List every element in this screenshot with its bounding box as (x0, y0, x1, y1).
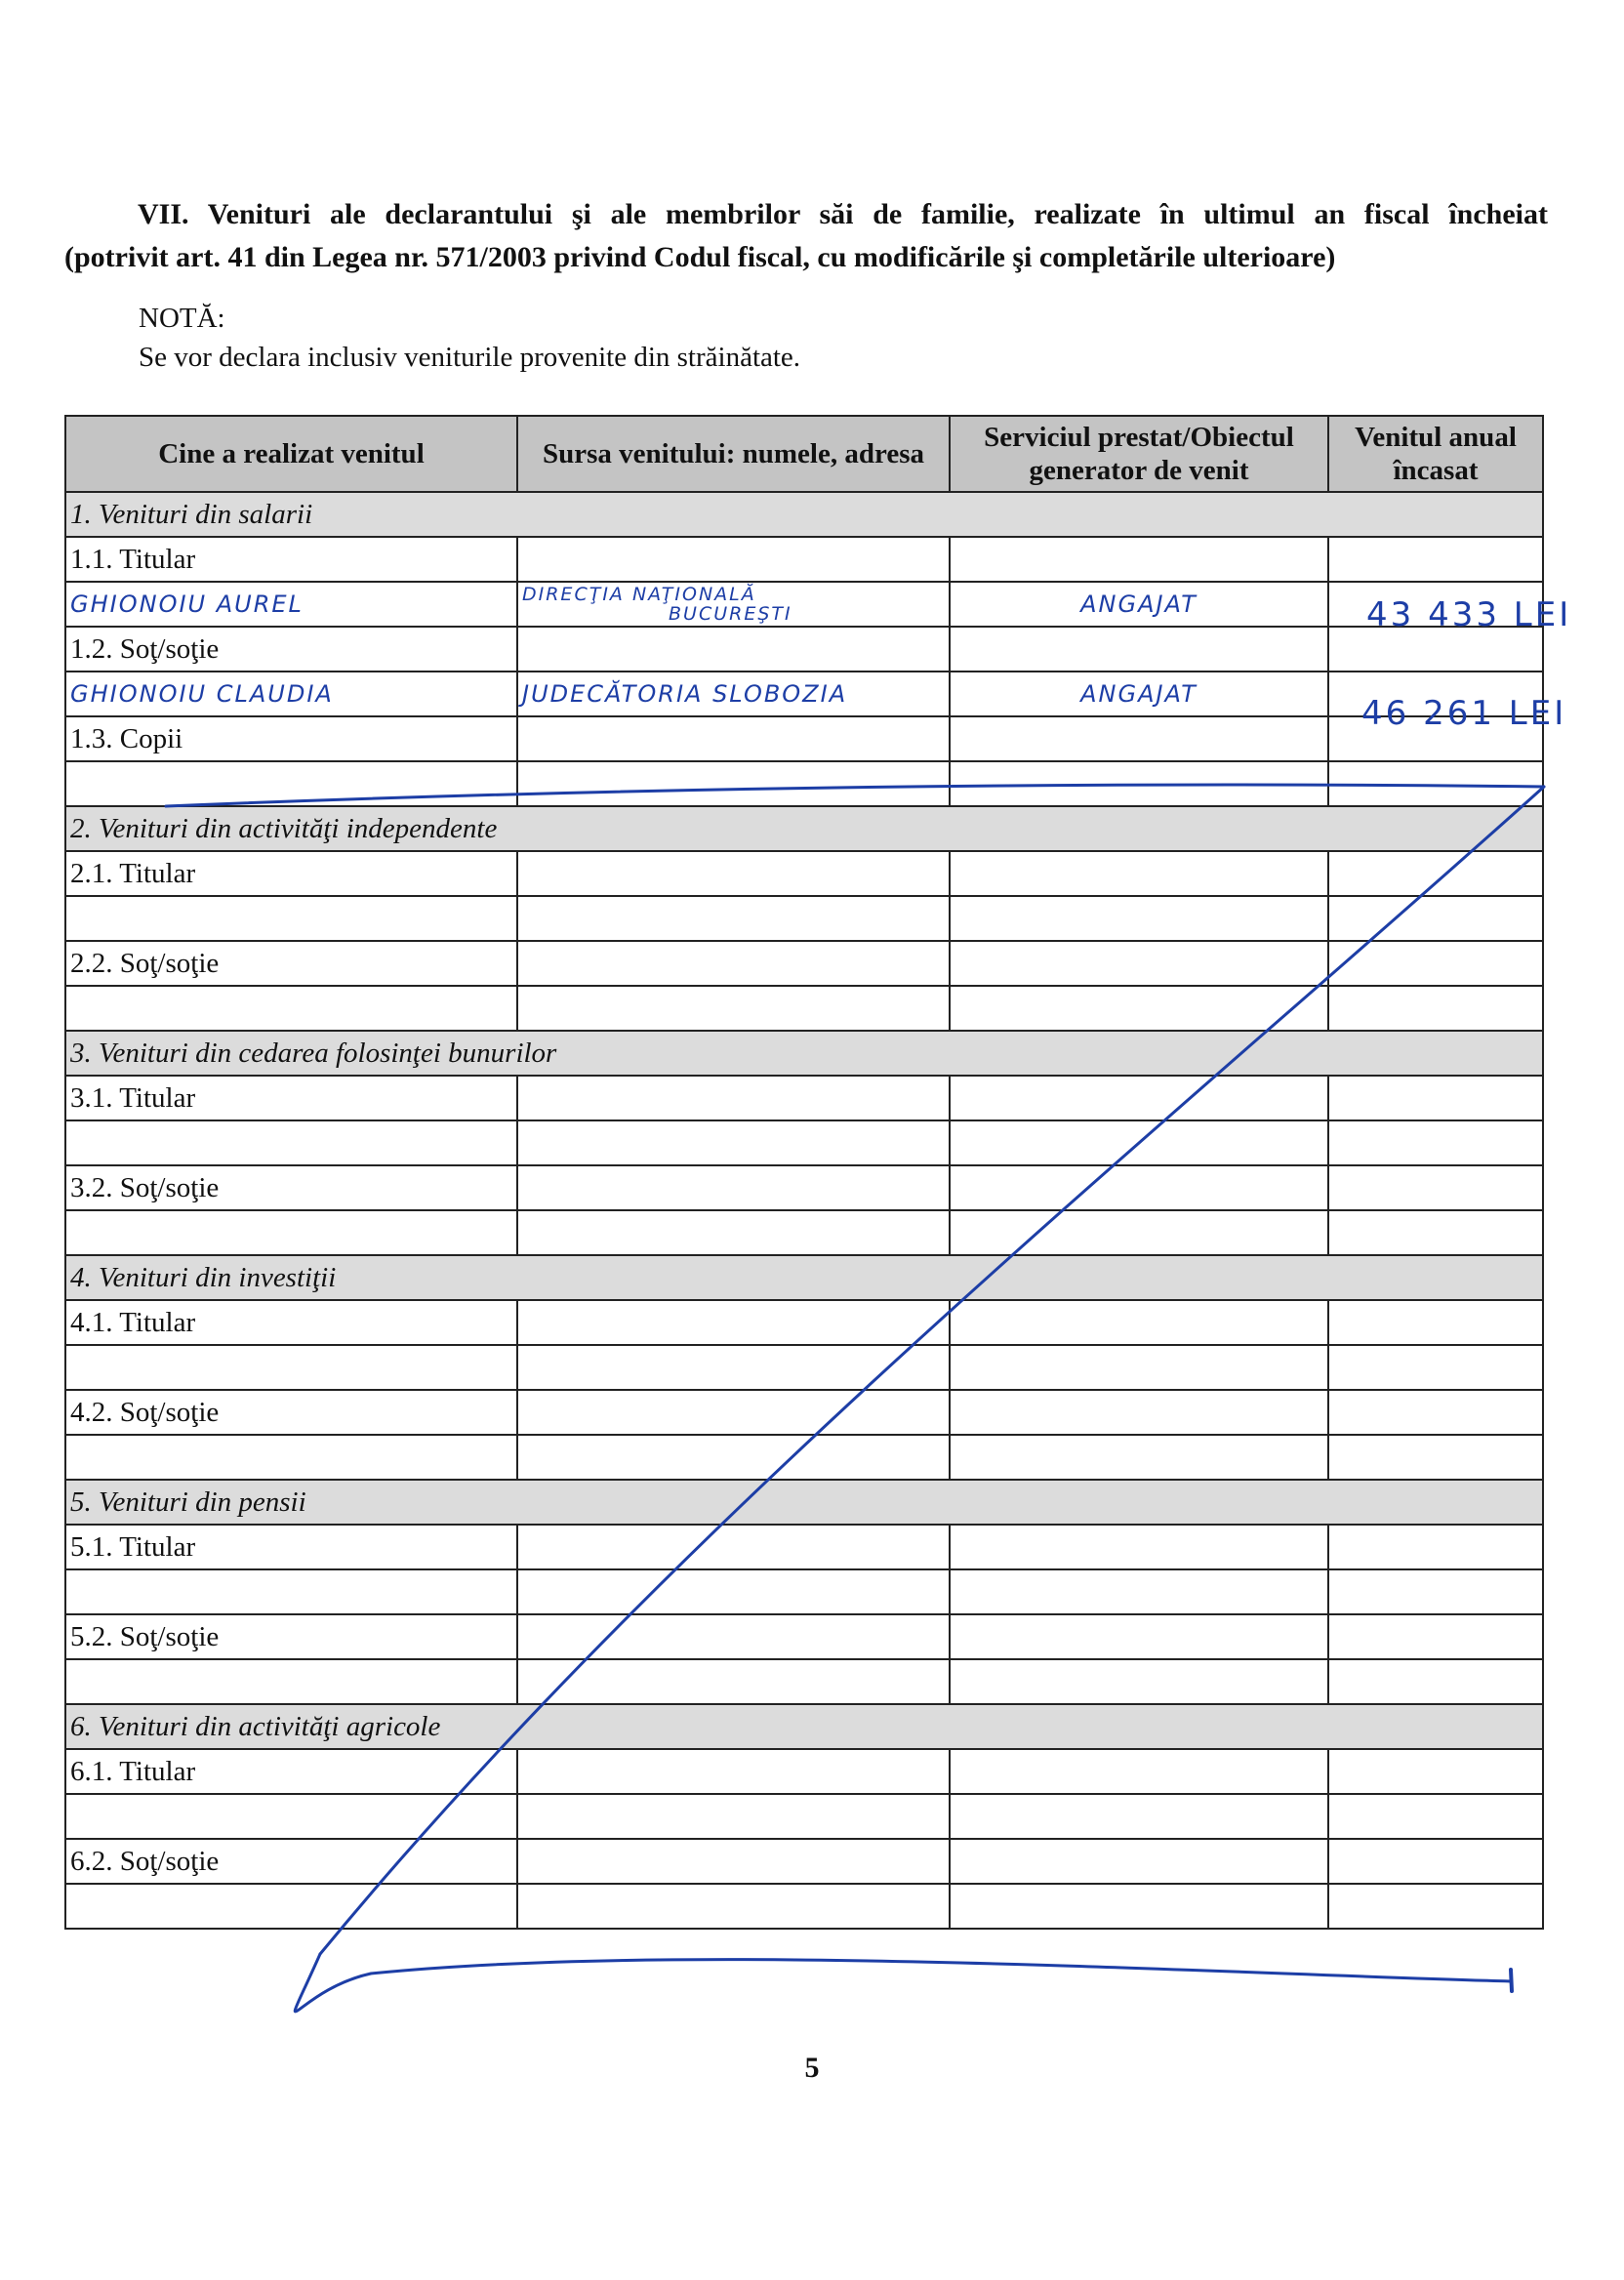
note-text: Se vor declara inclusiv veniturile provenite din străinătate. (139, 342, 801, 373)
section-title: 1. Venituri din salarii (65, 492, 1543, 537)
table-row (65, 582, 1543, 627)
row-label: 2.1. Titular (65, 851, 517, 896)
section-heading (64, 193, 1548, 279)
table-row (65, 1614, 1543, 1659)
section-title-line2: (potrivit art. 41 din Legea nr. 571/2003 privind Codul fiscal, cu modificările şi completările ulterioare) (64, 241, 1336, 273)
section-row (65, 1480, 1543, 1525)
titular-source-line2: BUCUREŞTI (669, 603, 792, 625)
note-label: NOTĂ: (139, 303, 225, 334)
section-title: 2. Venituri din activităţi independente (65, 806, 1543, 851)
section-title-line1: VII. Venituri ale declarantului şi ale membrilor săi de familie, realizate în ultimul an fiscal încheiat (138, 198, 1548, 230)
section-row (65, 806, 1543, 851)
table-row (65, 1569, 1543, 1614)
row-label: 4.2. Soţ/soţie (65, 1390, 517, 1435)
titular-source-cell (517, 582, 950, 627)
spouse-income-handwritten: 46 261 LEI (1361, 694, 1567, 733)
spouse-source-cell: JUDECĂTORIA SLOBOZIA (517, 672, 950, 716)
page-number: 5 (804, 2052, 820, 2084)
row-label: 3.2. Soţ/soţie (65, 1165, 517, 1210)
row-label: 3.1. Titular (65, 1076, 517, 1120)
row-label: 5.1. Titular (65, 1525, 517, 1569)
table-row (65, 1435, 1543, 1480)
table-row (65, 627, 1543, 672)
table-row (65, 1525, 1543, 1569)
row-label: 1.3. Copii (65, 716, 517, 761)
table-row (65, 896, 1543, 941)
table-row (65, 716, 1543, 761)
spouse-name-cell: GHIONOIU CLAUDIA (65, 672, 517, 716)
header-service: Serviciul prestat/Obiectul generator de venit (950, 416, 1328, 492)
titular-name-cell: GHIONOIU AUREL (65, 582, 517, 627)
table-row (65, 986, 1543, 1031)
row-label: 6.1. Titular (65, 1749, 517, 1794)
section-row (65, 492, 1543, 537)
section-row (65, 1255, 1543, 1300)
section-title: 3. Venituri din cedarea folosinţei bunurilor (65, 1031, 1543, 1076)
table-row (65, 761, 1543, 806)
row-label: 2.2. Soţ/soţie (65, 941, 517, 986)
row-label: 1.1. Titular (65, 537, 517, 582)
row-label: 6.2. Soţ/soţie (65, 1839, 517, 1884)
titular-source-line1: DIRECŢIA NAŢIONALĂ (522, 584, 756, 605)
table-row (65, 851, 1543, 896)
table-row (65, 537, 1543, 582)
header-source: Sursa venitului: numele, adresa (517, 416, 950, 492)
table-row (65, 1345, 1543, 1390)
row-label: 5.2. Soţ/soţie (65, 1614, 517, 1659)
table-row (65, 672, 1543, 716)
spouse-service-cell: ANGAJAT (950, 672, 1328, 716)
section-title: 5. Venituri din pensii (65, 1480, 1543, 1525)
table-row (65, 1390, 1543, 1435)
table-row (65, 1076, 1543, 1120)
table-row (65, 1210, 1543, 1255)
note-block (139, 299, 800, 377)
section-row (65, 1031, 1543, 1076)
section-row (65, 1704, 1543, 1749)
titular-service-cell: ANGAJAT (950, 582, 1328, 627)
header-income: Venitul anual încasat (1328, 416, 1543, 492)
table-row (65, 1749, 1543, 1794)
table-row (65, 1165, 1543, 1210)
table-row (65, 1839, 1543, 1884)
section-title: 6. Venituri din activităţi agricole (65, 1704, 1543, 1749)
table-row (65, 1794, 1543, 1839)
row-label: 4.1. Titular (65, 1300, 517, 1345)
table-row (65, 1884, 1543, 1929)
table-row (65, 1659, 1543, 1704)
table-row (65, 1300, 1543, 1345)
header-earner: Cine a realizat venitul (65, 416, 517, 492)
income-table (64, 415, 1544, 1930)
section-title: 4. Venituri din investiţii (65, 1255, 1543, 1300)
table-row (65, 941, 1543, 986)
titular-income-handwritten: 43 433 LEI (1366, 595, 1572, 634)
table-header-row (65, 416, 1543, 492)
table-row (65, 1120, 1543, 1165)
row-label: 1.2. Soţ/soţie (65, 627, 517, 672)
